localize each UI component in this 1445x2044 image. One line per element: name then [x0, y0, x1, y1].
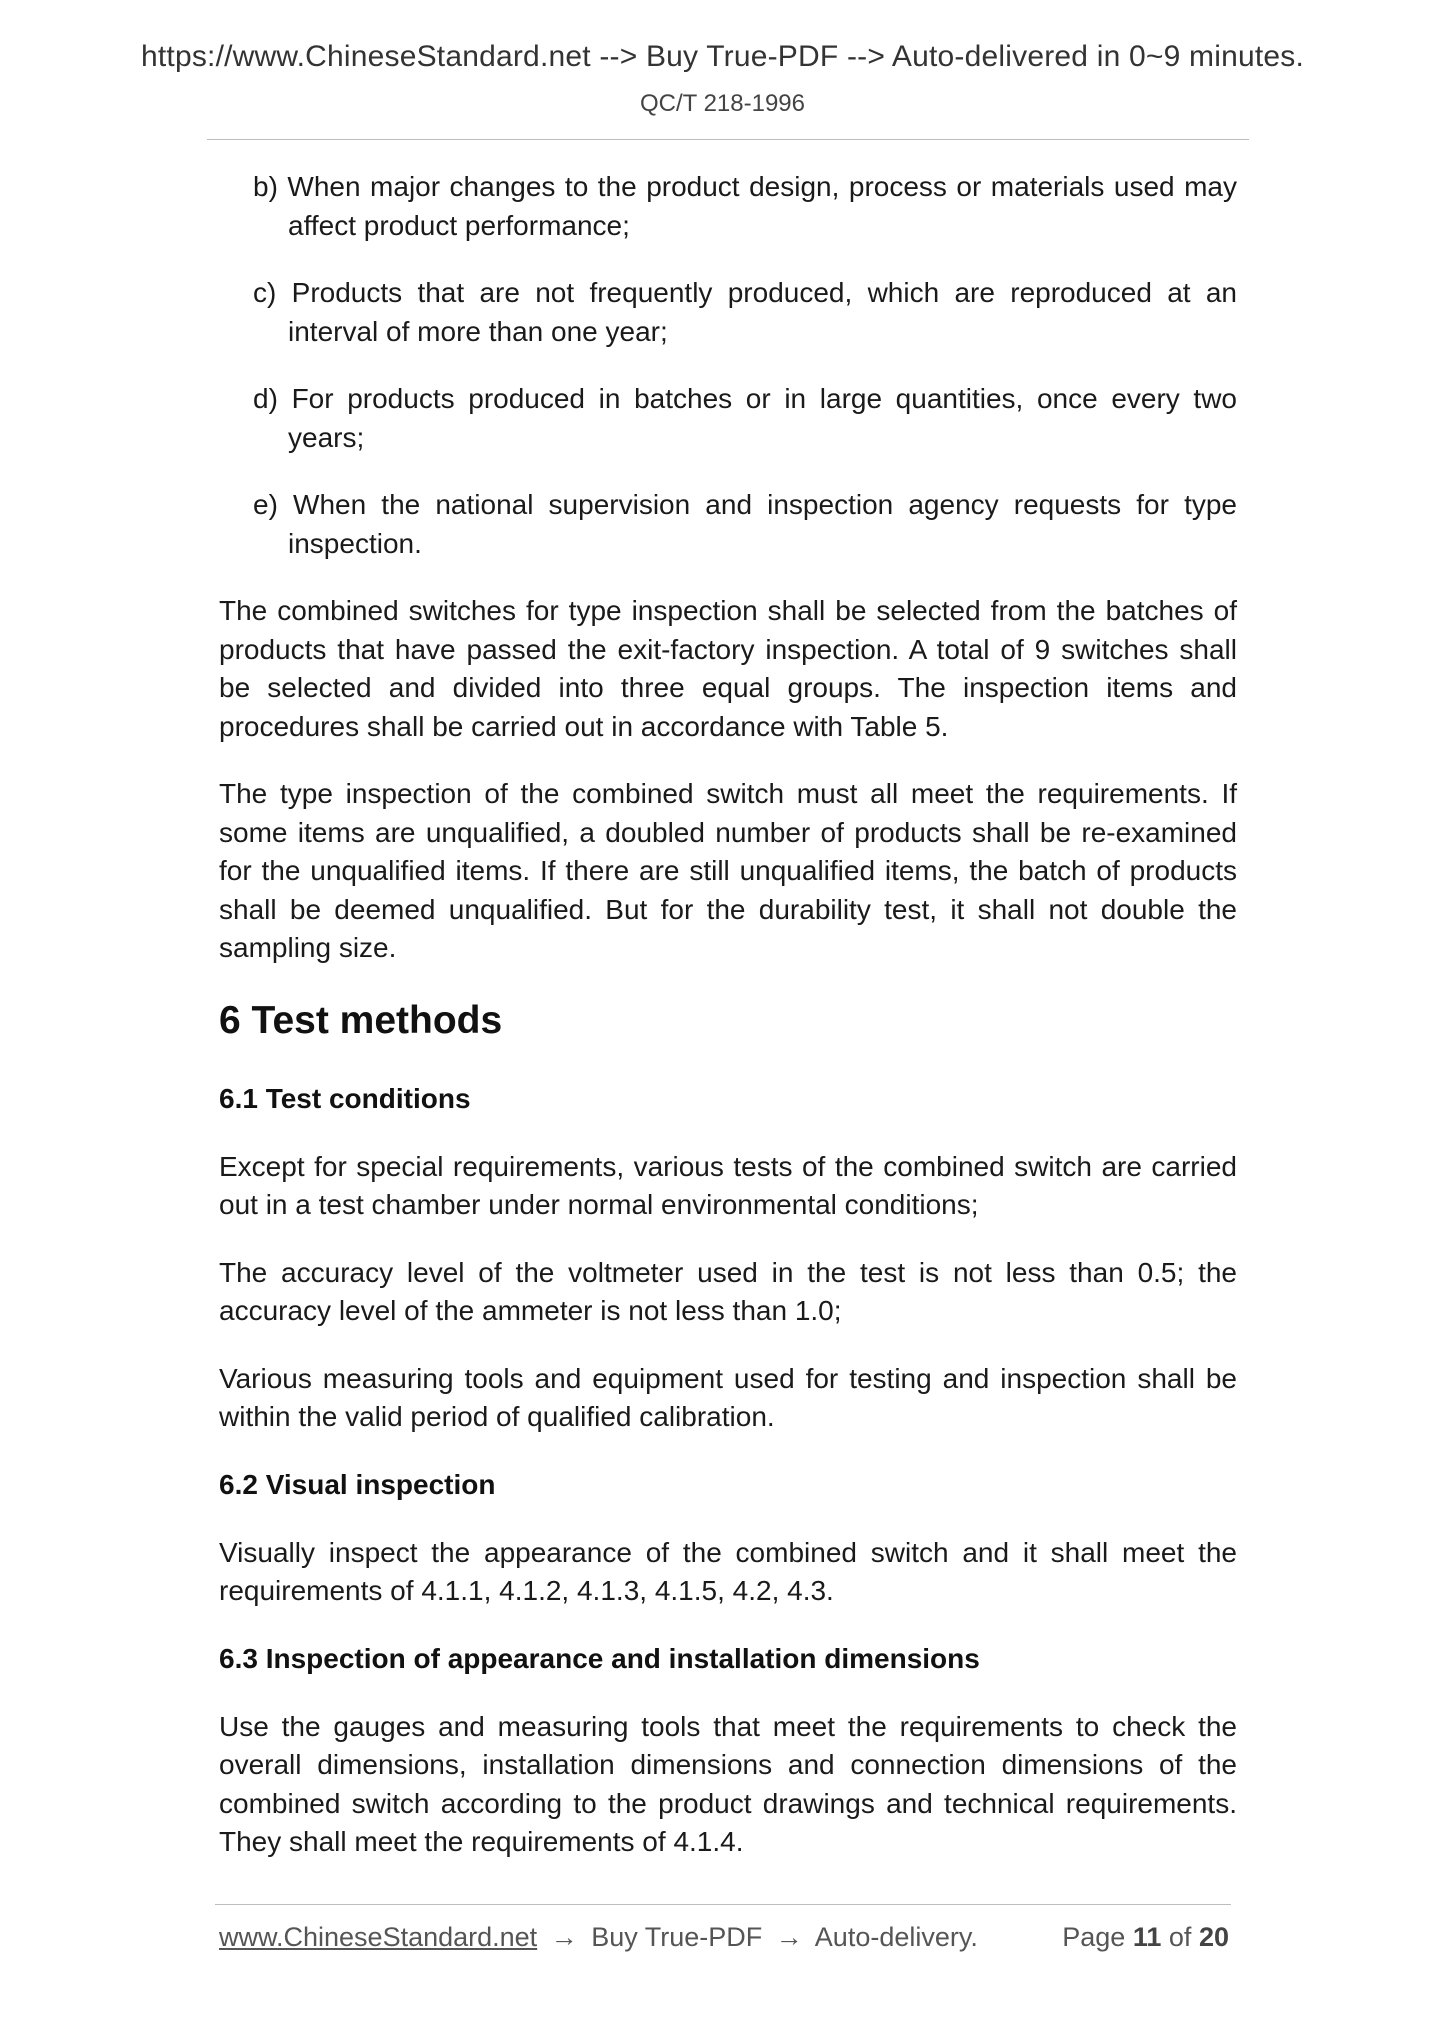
paragraph-test-conditions-3: Various measuring tools and equipment used for testing and inspection shall be within the valid period of qualified calibration. [219, 1362, 1237, 1432]
list-text: Products that are not frequently produced, which are reproduced at an interval of more than one year; [288, 277, 1238, 347]
arrow-right-icon: → [775, 1922, 803, 1952]
subsection-heading-6-1: 6.1 Test conditions [219, 1082, 471, 1114]
page-total: 20 [1198, 1922, 1229, 1952]
paragraph-dimension-inspection: Use the gauges and measuring tools that meet the requirements to check the overall dimensions, installation dimensions and connection dimensions of the combined switch according to the product drawings and technical requirements. They shall meet the requirements of 4.1.4. [219, 1710, 1237, 1857]
footer-delivery-text: Auto-delivery. [814, 1922, 978, 1952]
list-label: b) [253, 171, 278, 202]
of-label: of [1168, 1922, 1192, 1952]
list-label: d) [253, 383, 278, 414]
standard-code: QC/T 218-1996 [640, 90, 805, 117]
list-label: e) [253, 489, 278, 520]
page-content [219, 168, 1237, 1891]
list-text: When major changes to the product design, process or materials used may affect product performance; [287, 171, 1237, 241]
header-divider [207, 139, 1249, 140]
top-url-banner: https://www.ChineseStandard.net --> Buy True-PDF --> Auto-delivered in 0~9 minutes. [141, 40, 1304, 73]
page-footer [219, 1922, 1229, 1962]
footer-divider [215, 1904, 1231, 1905]
arrow-right-icon: → [550, 1922, 578, 1952]
section-heading-6: 6 Test methods [219, 998, 503, 1042]
page-number [1062, 1922, 1229, 1953]
paragraph-type-inspection-requirements: The type inspection of the combined switch must all meet the requirements. If some items are unqualified, a doubled number of products shall be re-examined for the unqualified items. If there are still unqualified items, the batch of products shall be deemed unqualified. But for the durability test, it shall not double the sampling size. [219, 778, 1237, 963]
footer-site-link[interactable]: www.ChineseStandard.net [219, 1922, 538, 1952]
list-label: c) [253, 277, 277, 308]
subsection-heading-6-2: 6.2 Visual inspection [219, 1468, 496, 1500]
paragraph-type-inspection-selection: The combined switches for type inspection shall be selected from the batches of products that have passed the exit-factory inspection. A total of 9 switches shall be selected and divided into three equal groups. The inspection items and procedures shall be carried out in accordance with Table 5. [219, 595, 1237, 742]
list-item-e [219, 486, 1237, 563]
subsection-heading-6-3: 6.3 Inspection of appearance and installation dimensions [219, 1642, 980, 1674]
footer-buy-text: Buy True-PDF [591, 1922, 763, 1952]
list-item-c [219, 274, 1237, 351]
footer-left [219, 1922, 978, 1953]
page-current: 11 [1132, 1922, 1162, 1952]
paragraph-visual-inspection: Visually inspect the appearance of the combined switch and it shall meet the requirements of 4.1.1, 4.1.2, 4.1.3, 4.1.5, 4.2, 4.3. [219, 1536, 1237, 1606]
list-text: For products produced in batches or in large quantities, once every two years; [288, 383, 1238, 453]
list-text: When the national supervision and inspection agency requests for type inspection. [288, 489, 1237, 559]
paragraph-test-conditions-1: Except for special requirements, various tests of the combined switch are carried out in a test chamber under normal environmental conditions; [219, 1150, 1237, 1220]
paragraph-test-conditions-2: The accuracy level of the voltmeter used in the test is not less than 0.5; the accuracy level of the ammeter is not less than 1.0; [219, 1256, 1237, 1326]
page-label: Page [1062, 1922, 1126, 1952]
list-item-b [219, 168, 1237, 245]
list-item-d [219, 380, 1237, 457]
